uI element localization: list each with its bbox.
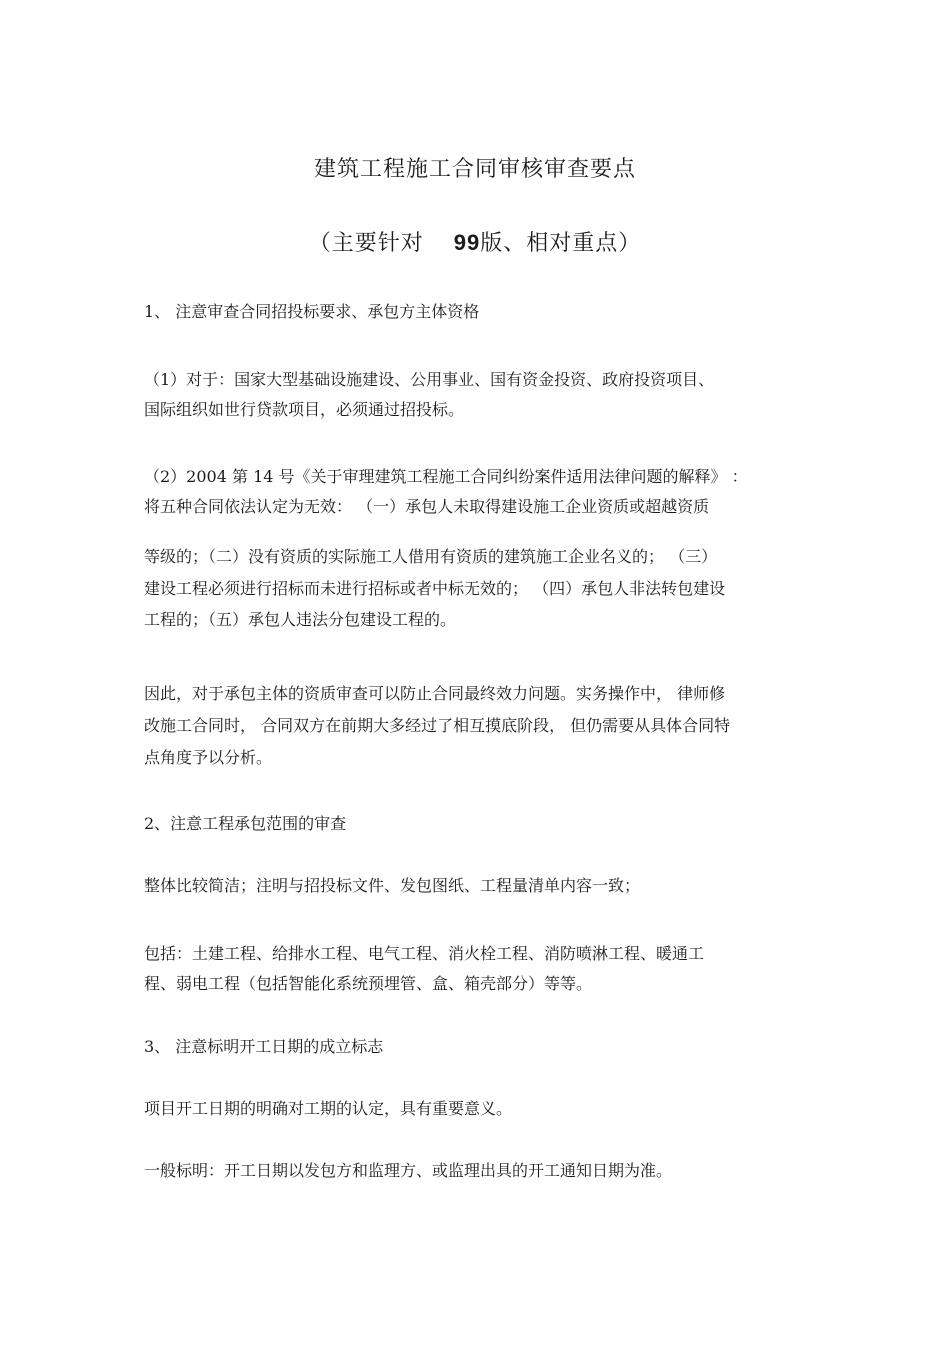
paragraph-line: （1）对于：国家大型基础设施建设、公用事业、国有资金投资、政府投资项目、 <box>144 370 715 389</box>
subtitle-number: 99 <box>453 230 481 255</box>
subtitle-suffix: 版、相对重点） <box>480 231 642 256</box>
paragraph-line: 将五种合同依法认定为无效： （一）承包人未取得建设施工企业资质或超越资质 <box>144 497 710 516</box>
paragraph-line: 项目开工日期的明确对工期的认定，具有重要意义。 <box>144 1099 513 1118</box>
document-subtitle <box>0 226 950 257</box>
document-title: 建筑工程施工合同审核审查要点 <box>313 157 636 182</box>
paragraph-line: （2）2004 第 14 号《关于审理建筑工程施工合同纠纷案件适用法律问题的解释》 ： <box>144 467 748 486</box>
subtitle-prefix: （主要针对 <box>308 231 424 256</box>
section-heading-3: 3、 注意标明开工日期的成立标志 <box>144 1037 384 1056</box>
paragraph-line: 建设工程必须进行招标而未进行招标或者中标无效的； （四）承包人非法转包建设 <box>144 579 726 598</box>
paragraph-line: 国际组织如世行贷款项目，必须通过招投标。 <box>144 400 465 419</box>
paragraph-line: 程、弱电工程（包括智能化系统预埋管、盒、箱壳部分）等等。 <box>144 974 593 993</box>
paragraph-line: 等级的；（二）没有资质的实际施工人借用有资质的建筑施工企业名义的； （三） <box>144 547 718 566</box>
paragraph-line: 改施工合同时， 合同双方在前期大多经过了相互摸底阶段， 但仍需要从具体合同特 <box>144 716 731 735</box>
paragraph-line: 因此，对于承包主体的资质审查可以防止合同最终效力问题。实务操作中， 律师修 <box>144 684 726 703</box>
paragraph-line: 整体比较简洁；注明与招投标文件、发包图纸、工程量清单内容一致； <box>144 876 641 895</box>
paragraph-line: 工程的；（五）承包人违法分包建设工程的。 <box>144 610 457 629</box>
paragraph-line: 包括：土建工程、给排水工程、电气工程、消火栓工程、消防喷淋工程、暖通工 <box>144 944 705 963</box>
section-heading-1: 1、 注意审查合同招投标要求、承包方主体资格 <box>144 302 480 321</box>
paragraph-line: 一般标明：开工日期以发包方和监理方、或监理出具的开工通知日期为准。 <box>144 1161 673 1180</box>
section-heading-2: 2、注意工程承包范围的审查 <box>144 814 347 833</box>
paragraph-line: 点角度予以分析。 <box>144 748 273 767</box>
